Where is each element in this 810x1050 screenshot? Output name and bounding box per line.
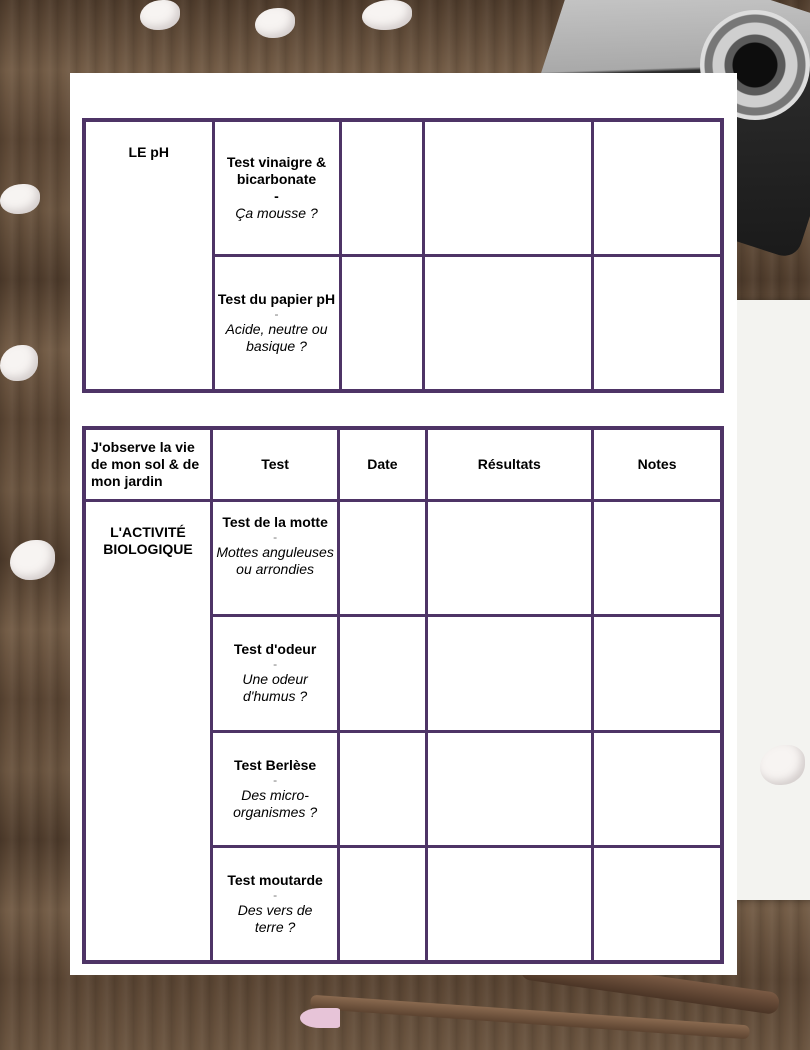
- date-header-label: Date: [367, 455, 398, 472]
- test-cell: [213, 120, 340, 255]
- results-cell[interactable]: [426, 616, 593, 731]
- results-cell[interactable]: [426, 731, 593, 846]
- test-dash: -: [274, 306, 279, 321]
- results-cell[interactable]: [426, 500, 593, 615]
- date-cell[interactable]: [340, 120, 423, 255]
- test-name: Test vinaigre & bicarbonate: [226, 153, 327, 187]
- results-header: [426, 428, 593, 500]
- results-cell[interactable]: [423, 120, 592, 255]
- notes-cell[interactable]: [593, 847, 722, 962]
- test-question: Acide, neutre ou basique ?: [225, 320, 328, 354]
- test-name: Test d'odeur: [233, 641, 317, 658]
- ph-category-cell: [84, 120, 213, 391]
- ph-table: [82, 118, 724, 393]
- date-cell[interactable]: [339, 500, 426, 615]
- test-name: Test de la motte: [222, 513, 328, 530]
- test-dash: -: [273, 657, 278, 672]
- date-cell[interactable]: [339, 847, 426, 962]
- notes-cell[interactable]: [592, 255, 722, 391]
- test-cell: [211, 847, 338, 962]
- test-question: Mottes anguleuses ou arrondies: [216, 543, 334, 577]
- pencil-tip-decoration: [300, 1008, 340, 1028]
- test-cell: [211, 500, 338, 615]
- test-question: Des micro-organismes ?: [233, 786, 318, 820]
- test-name: Test du papier pH: [217, 290, 336, 307]
- test-dash: -: [273, 772, 278, 787]
- test-dash: -: [273, 529, 278, 544]
- notes-cell[interactable]: [593, 616, 722, 731]
- test-question: Des vers de terre ?: [237, 902, 313, 936]
- results-cell[interactable]: [423, 255, 592, 391]
- worksheet-page: [70, 73, 737, 975]
- petal-decoration: [140, 0, 180, 30]
- date-header: [339, 428, 426, 500]
- test-dash: -: [274, 187, 279, 204]
- bio-category-cell: [84, 500, 211, 962]
- date-cell[interactable]: [340, 255, 423, 391]
- results-header-label: Résultats: [477, 456, 541, 472]
- ph-category-label: LE pH: [128, 144, 169, 160]
- test-name: Test moutarde: [227, 872, 323, 889]
- bio-table: [82, 426, 724, 964]
- flower-decoration: [0, 345, 38, 381]
- bio-category-label: L'ACTIVITÉ BIOLOGIQUE: [103, 523, 193, 557]
- petal-decoration: [0, 184, 40, 214]
- notes-cell[interactable]: [593, 731, 722, 846]
- results-cell[interactable]: [426, 847, 593, 962]
- test-header: [211, 428, 338, 500]
- date-cell[interactable]: [339, 616, 426, 731]
- petal-decoration: [362, 0, 412, 30]
- date-cell[interactable]: [339, 731, 426, 846]
- test-name: Test Berlèse: [233, 756, 317, 773]
- notes-cell[interactable]: [593, 500, 722, 615]
- test-dash: -: [273, 888, 278, 903]
- test-cell: [213, 255, 340, 391]
- section-header-label: J'observe la vie de mon sol & de mon jardin: [91, 438, 200, 489]
- petal-decoration: [255, 8, 295, 38]
- test-header-label: Test: [261, 455, 289, 472]
- test-question: Une odeur d'humus ?: [242, 671, 308, 705]
- test-cell: [211, 731, 338, 846]
- test-cell: [211, 616, 338, 731]
- test-question: Ça mousse ?: [235, 204, 318, 221]
- notes-header-label: Notes: [637, 455, 677, 472]
- section-header: [84, 428, 211, 500]
- notes-cell[interactable]: [592, 120, 722, 255]
- flower-decoration: [10, 540, 55, 580]
- notes-header: [593, 428, 722, 500]
